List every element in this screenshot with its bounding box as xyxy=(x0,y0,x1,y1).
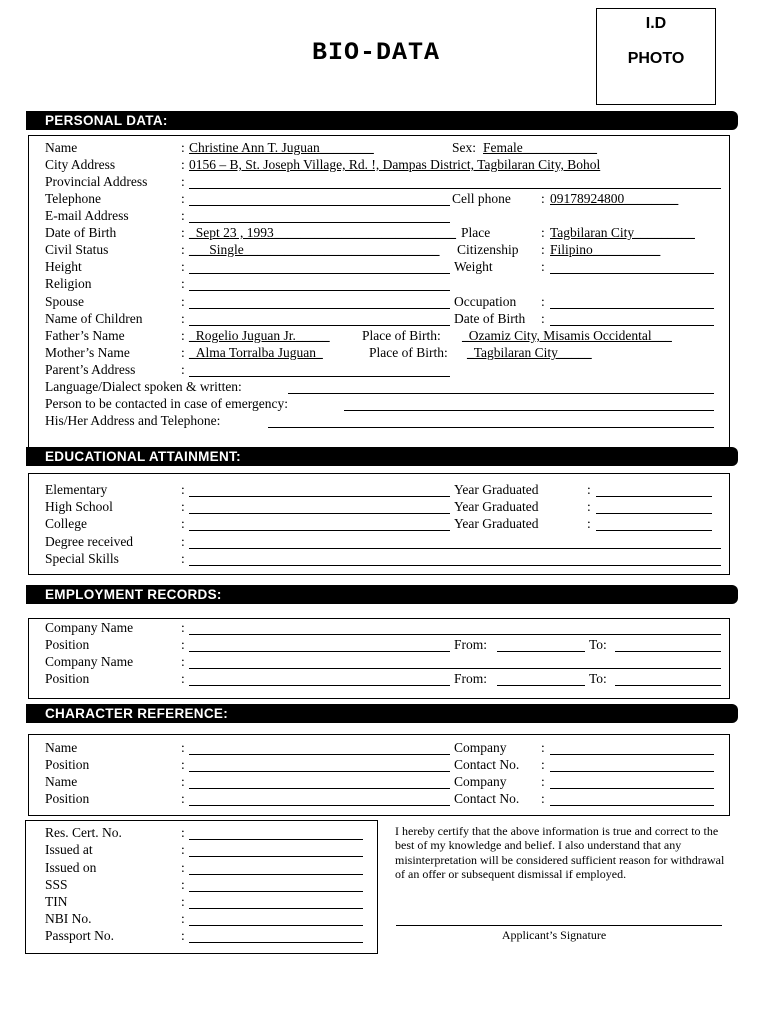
civil-status-value[interactable]: ___Single_____________________________ xyxy=(189,242,440,257)
mother-label: Mother’s Name xyxy=(45,345,130,360)
sss-label: SSS xyxy=(45,877,68,892)
spouse-field[interactable] xyxy=(189,308,450,309)
colon: : xyxy=(587,516,591,531)
colon: : xyxy=(541,259,545,274)
colon: : xyxy=(181,534,185,549)
colon: : xyxy=(181,259,185,274)
mother-pob-value[interactable]: _Tagbilaran City_____ xyxy=(467,345,592,360)
ref-position-2-field[interactable] xyxy=(189,805,450,806)
colon: : xyxy=(181,328,185,343)
cellphone-value[interactable]: 09178924800________ xyxy=(550,191,679,206)
high-school-year-field[interactable] xyxy=(596,513,712,514)
email-label: E-mail Address xyxy=(45,208,129,223)
high-school-field[interactable] xyxy=(189,513,450,514)
ref-name-field[interactable] xyxy=(189,754,450,755)
colon: : xyxy=(181,276,185,291)
colon: : xyxy=(181,208,185,223)
occupation-field[interactable] xyxy=(550,308,714,309)
emergency-contact-label: Person to be contacted in case of emergency: xyxy=(45,396,289,411)
college-year-field[interactable] xyxy=(596,530,712,531)
colon: : xyxy=(181,757,185,772)
company-name-label: Company Name xyxy=(45,620,134,635)
colon: : xyxy=(541,791,545,806)
colon: : xyxy=(181,774,185,789)
ref-name-2-label: Name xyxy=(45,774,78,789)
religion-field[interactable] xyxy=(189,290,450,291)
colon: : xyxy=(181,860,185,875)
children-field[interactable] xyxy=(189,325,450,326)
ref-contact-2-label: Contact No. xyxy=(454,791,520,806)
ref-company-2-field[interactable] xyxy=(550,788,714,789)
id-photo-box[interactable] xyxy=(596,8,716,105)
section-header-employment: EMPLOYMENT RECORDS: xyxy=(26,585,738,604)
colon: : xyxy=(181,157,185,172)
to-2-label: To: xyxy=(589,671,607,686)
signature-line[interactable] xyxy=(396,925,722,926)
from-field[interactable] xyxy=(497,651,585,652)
tin-field[interactable] xyxy=(189,908,363,909)
dob-value[interactable]: _Sept 23 , 1993___________________________ xyxy=(189,225,457,240)
place-label: Place xyxy=(461,225,491,240)
colon: : xyxy=(541,311,545,326)
colon: : xyxy=(541,740,545,755)
colon: : xyxy=(587,499,591,514)
tin-label: TIN xyxy=(45,894,68,909)
education-box xyxy=(28,473,730,575)
provincial-address-label: Provincial Address xyxy=(45,174,148,189)
weight-field[interactable] xyxy=(550,273,714,274)
issued-on-label: Issued on xyxy=(45,860,97,875)
name-label: Name xyxy=(45,140,78,155)
colon: : xyxy=(181,842,185,857)
elementary-year-label: Year Graduated xyxy=(454,482,539,497)
certification-text: I hereby certify that the above information is true and correct to the best of my knowledge and belief. I also understand that any misinterpretation will be considered sufficient reason for withdrawal of an offer or subsequent dismissal if employed. xyxy=(395,824,725,882)
college-year-label: Year Graduated xyxy=(454,516,539,531)
company-name-2-field[interactable] xyxy=(189,668,721,669)
res-cert-field[interactable] xyxy=(189,839,363,840)
nbi-label: NBI No. xyxy=(45,911,92,926)
parents-address-field[interactable] xyxy=(189,376,450,377)
college-label: College xyxy=(45,516,87,531)
city-address-value[interactable]: 0156 – B, St. Joseph Village, Rd. !, Dampas District, Tagbilaran City, Bohol xyxy=(189,157,601,172)
position-2-label: Position xyxy=(45,671,90,686)
colon: : xyxy=(181,362,185,377)
colon: : xyxy=(541,242,545,257)
section-header-education: EDUCATIONAL ATTAINMENT: xyxy=(26,447,738,466)
colon: : xyxy=(181,294,185,309)
ref-contact-2-field[interactable] xyxy=(550,805,714,806)
ref-contact-label: Contact No. xyxy=(454,757,520,772)
degree-label: Degree received xyxy=(45,534,134,549)
passport-field[interactable] xyxy=(189,942,363,943)
colon: : xyxy=(181,242,185,257)
religion-label: Religion xyxy=(45,276,92,291)
colon: : xyxy=(541,774,545,789)
colon: : xyxy=(181,894,185,909)
res-cert-label: Res. Cert. No. xyxy=(45,825,122,840)
photo-box-line2: PHOTO xyxy=(627,50,685,67)
sex-value[interactable]: Female___________ xyxy=(483,140,597,155)
height-field[interactable] xyxy=(189,273,450,274)
colon: : xyxy=(541,191,545,206)
colon: : xyxy=(181,877,185,892)
ref-name-label: Name xyxy=(45,740,78,755)
section-header-reference: CHARACTER REFERENCE: xyxy=(26,704,738,723)
colon: : xyxy=(181,225,185,240)
citizenship-label: Citizenship xyxy=(457,242,519,257)
ref-position-field[interactable] xyxy=(189,771,450,772)
children-label: Name of Children xyxy=(45,311,143,326)
ref-company-label: Company xyxy=(454,740,507,755)
position-2-field[interactable] xyxy=(189,685,450,686)
colon: : xyxy=(181,791,185,806)
ref-position-2-label: Position xyxy=(45,791,90,806)
skills-label: Special Skills xyxy=(45,551,119,566)
to-label: To: xyxy=(589,637,607,652)
email-field[interactable] xyxy=(189,222,450,223)
colon: : xyxy=(181,671,185,686)
ref-contact-field[interactable] xyxy=(550,771,714,772)
colon: : xyxy=(181,654,185,669)
colon: : xyxy=(181,345,185,360)
colon: : xyxy=(181,191,185,206)
high-school-label: High School xyxy=(45,499,113,514)
ref-position-label: Position xyxy=(45,757,90,772)
from-2-field[interactable] xyxy=(497,685,585,686)
employment-box xyxy=(28,618,730,699)
position-field[interactable] xyxy=(189,651,450,652)
father-pob-value[interactable]: _Ozamiz City, Misamis Occidental___ xyxy=(462,328,672,343)
father-value[interactable]: _Rogelio Juguan Jr._____ xyxy=(189,328,330,343)
elementary-year-field[interactable] xyxy=(596,496,712,497)
elementary-field[interactable] xyxy=(189,496,450,497)
mother-value[interactable]: _Alma Torralba Juguan_ xyxy=(189,345,323,360)
colon: : xyxy=(181,911,185,926)
provincial-address-field[interactable] xyxy=(189,188,721,189)
ref-name-2-field[interactable] xyxy=(189,788,450,789)
colon: : xyxy=(181,174,185,189)
sex-label: Sex: xyxy=(452,140,477,155)
occupation-label: Occupation xyxy=(454,294,517,309)
colon: : xyxy=(587,482,591,497)
issued-on-field[interactable] xyxy=(189,874,363,875)
colon: : xyxy=(181,551,185,566)
colon: : xyxy=(181,311,185,326)
skills-field[interactable] xyxy=(189,565,721,566)
children-dob-field[interactable] xyxy=(550,325,714,326)
colon: : xyxy=(181,140,185,155)
colon: : xyxy=(181,620,185,635)
to-field[interactable] xyxy=(615,651,721,652)
telephone-field[interactable] xyxy=(189,205,450,206)
citizenship-value[interactable]: Filipino__________ xyxy=(550,242,661,257)
spouse-label: Spouse xyxy=(45,294,85,309)
colon: : xyxy=(181,740,185,755)
children-dob-label: Date of Birth xyxy=(454,311,526,326)
reference-box xyxy=(28,734,730,816)
page-title: BIO-DATA xyxy=(312,38,441,67)
colon: : xyxy=(181,825,185,840)
emergency-contact-field[interactable] xyxy=(344,410,714,411)
high-school-year-label: Year Graduated xyxy=(454,499,539,514)
degree-field[interactable] xyxy=(189,548,721,549)
sss-field[interactable] xyxy=(189,891,363,892)
colon: : xyxy=(181,482,185,497)
telephone-label: Telephone xyxy=(45,191,102,206)
ref-company-field[interactable] xyxy=(550,754,714,755)
issued-at-label: Issued at xyxy=(45,842,93,857)
language-label: Language/Dialect spoken & written: xyxy=(45,379,242,394)
section-header-personal: PERSONAL DATA: xyxy=(26,111,738,130)
colon: : xyxy=(181,928,185,943)
elementary-label: Elementary xyxy=(45,482,108,497)
parents-address-label: Parent’s Address xyxy=(45,362,136,377)
mother-pob-label: Place of Birth: xyxy=(369,345,448,360)
dob-label: Date of Birth xyxy=(45,225,117,240)
language-field[interactable] xyxy=(288,393,714,394)
name-value[interactable]: Christine Ann T. Juguan________ xyxy=(189,140,374,155)
father-label: Father’s Name xyxy=(45,328,125,343)
city-address-label: City Address xyxy=(45,157,116,172)
company-name-2-label: Company Name xyxy=(45,654,134,669)
from-label: From: xyxy=(454,637,488,652)
nbi-field[interactable] xyxy=(189,925,363,926)
ref-company-2-label: Company xyxy=(454,774,507,789)
to-2-field[interactable] xyxy=(615,685,721,686)
father-pob-label: Place of Birth: xyxy=(362,328,441,343)
weight-label: Weight xyxy=(454,259,493,274)
height-label: Height xyxy=(45,259,82,274)
emergency-address-label: His/Her Address and Telephone: xyxy=(45,413,221,428)
place-value[interactable]: Tagbilaran City_________ xyxy=(550,225,695,240)
colon: : xyxy=(541,225,545,240)
from-2-label: From: xyxy=(454,671,488,686)
passport-label: Passport No. xyxy=(45,928,115,943)
company-name-field[interactable] xyxy=(189,634,721,635)
college-field[interactable] xyxy=(189,530,450,531)
emergency-address-field[interactable] xyxy=(268,427,714,428)
colon: : xyxy=(541,757,545,772)
signature-label: Applicant’s Signature xyxy=(501,928,607,942)
colon: : xyxy=(181,516,185,531)
photo-box-line1: I.D xyxy=(645,15,667,32)
colon: : xyxy=(541,294,545,309)
civil-status-label: Civil Status xyxy=(45,242,109,257)
cellphone-label: Cell phone xyxy=(452,191,511,206)
colon: : xyxy=(181,637,185,652)
colon: : xyxy=(181,499,185,514)
position-label: Position xyxy=(45,637,90,652)
issued-at-field[interactable] xyxy=(189,856,363,857)
